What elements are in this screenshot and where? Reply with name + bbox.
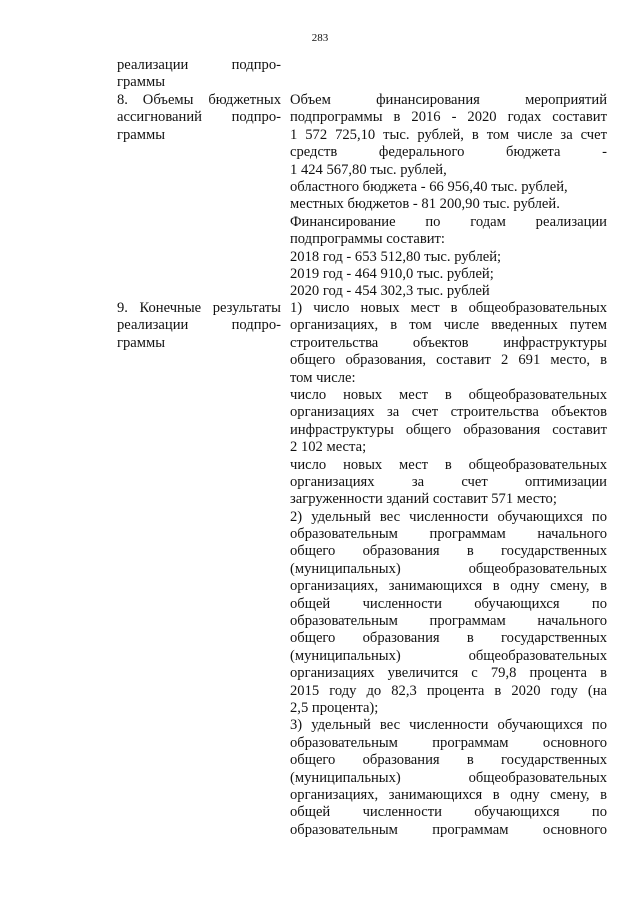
content-line: 1 572 725,10 тыс. рублей, в том числе за счет [290, 126, 607, 143]
content-line: образовательным программам начального [290, 613, 607, 630]
row-content-cell [290, 92, 607, 301]
content-line: загруженности зданий составит 571 место; [290, 491, 557, 508]
row-label-cell [117, 300, 281, 352]
content-line: 2015 году до 82,3 процента в 2020 году (на [290, 682, 607, 699]
content-line: общей численности обучающихся по [290, 804, 607, 821]
content-line: 2020 год - 454 302,3 тыс. рублей [290, 283, 490, 300]
content-line: средств федерального бюджета - [290, 144, 607, 161]
content-line: общего образования, составит 2 691 место, в [290, 352, 607, 369]
content-line: организациях, занимающихся в одну смену, в [290, 578, 607, 595]
content-line: 2,5 процента); [290, 699, 379, 716]
label-line: ассигнований подпро- [117, 109, 281, 126]
content-line: строительства объектов инфраструктуры [290, 334, 607, 351]
content-line: (муниципальных) общеобразовательных [290, 647, 607, 664]
content-line: 1) число новых мест в общеобразовательных [290, 300, 607, 316]
content-line: образовательным программам основного [290, 734, 607, 751]
page-number: 283 [311, 32, 329, 44]
content-line: 1 424 567,80 тыс. рублей, [290, 161, 447, 178]
content-line: число новых мест в общеобразовательных [290, 386, 607, 403]
label-line: реализации подпро- [117, 57, 281, 73]
content-line: организациях, в том числе введенных путем [290, 317, 607, 334]
label-line: граммы [117, 126, 166, 143]
content-line: местных бюджетов - 81 200,90 тыс. рублей. [290, 196, 560, 213]
content-line: подпрограммы в 2016 - 2020 годах составит [290, 109, 607, 126]
content-line: Финансирование по годам реализации [290, 213, 607, 230]
label-line: реализации подпро- [117, 317, 281, 334]
row-label-cell [117, 92, 281, 144]
content-line: подпрограммы составит: [290, 231, 445, 248]
label-line: 9. Конечные результаты [117, 300, 281, 316]
content-line: инфраструктуры общего образования составит [290, 421, 607, 438]
content-line: 2018 год - 653 512,80 тыс. рублей; [290, 248, 502, 265]
content-line: том числе: [290, 369, 356, 386]
content-line: организациях, занимающихся в одну смену, в [290, 786, 607, 803]
content-line: число новых мест в общеобразовательных [290, 456, 607, 473]
label-line: граммы [117, 334, 166, 351]
content-line: 3) удельный вес численности обучающихся по [290, 717, 607, 734]
label-line: граммы [117, 74, 166, 91]
row-label-cell [117, 57, 281, 92]
content-line: организациях за счет строительства объектов [290, 404, 607, 421]
content-line: 2019 год - 464 910,0 тыс. рублей; [290, 265, 494, 282]
content-line: (муниципальных) общеобразовательных [290, 560, 607, 577]
label-line: 8. Объемы бюджетных [117, 92, 281, 108]
content-line: 2) удельный вес численности обучающихся по [290, 508, 607, 525]
content-line: Объем финансирования мероприятий [290, 92, 607, 108]
content-line: образовательным программам начального [290, 526, 607, 543]
content-line: 2 102 места; [290, 439, 367, 456]
content-line: образовательным программам основного [290, 821, 607, 838]
content-line: общего образования в государственных [290, 630, 607, 647]
content-line: организациях увеличится с 79,8 процента в [290, 665, 607, 682]
content-line: общего образования в государственных [290, 752, 607, 769]
content-line: организациях за счет оптимизации [290, 473, 607, 490]
content-line: (муниципальных) общеобразовательных [290, 769, 607, 786]
content-line: областного бюджета - 66 956,40 тыс. рублей, [290, 178, 568, 195]
row-content-cell [290, 300, 607, 839]
content-line: общей численности обучающихся по [290, 595, 607, 612]
content-line: общего образования в государственных [290, 543, 607, 560]
